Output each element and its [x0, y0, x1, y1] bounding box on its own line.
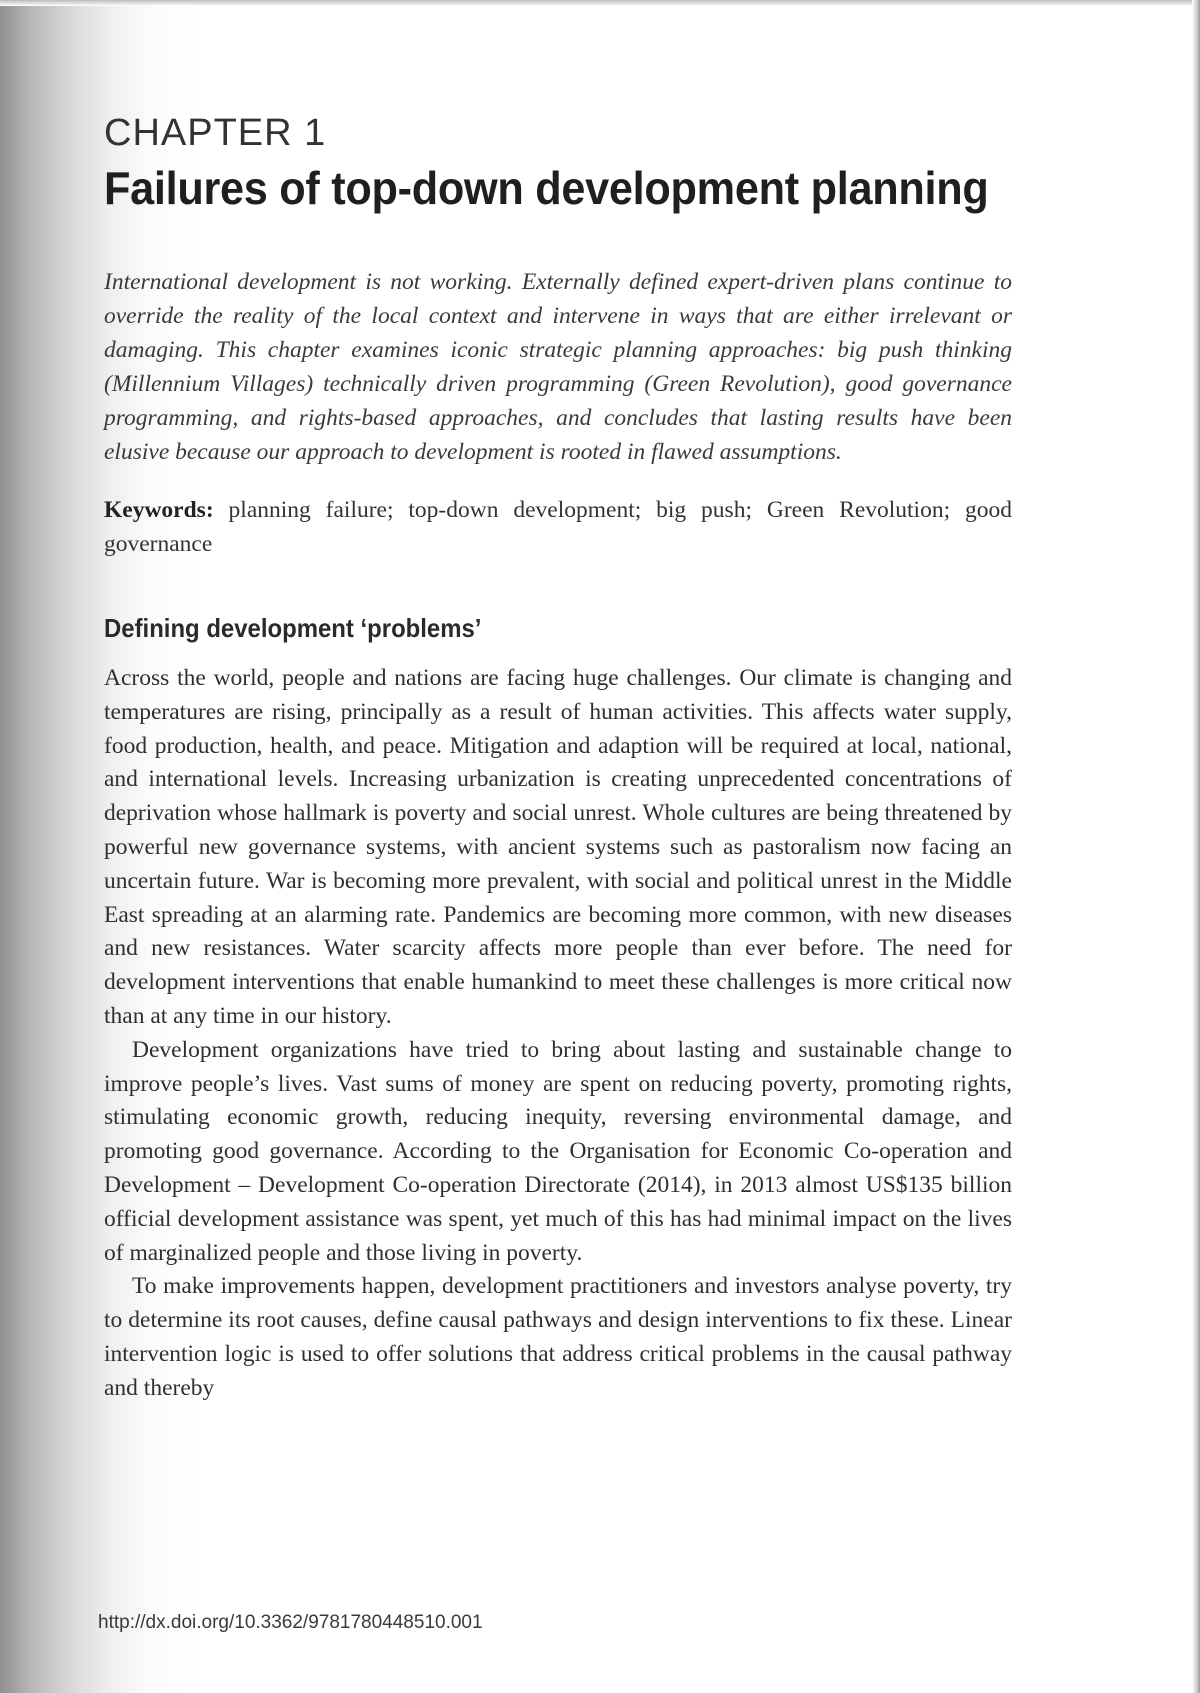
page-content: [104, 112, 1012, 1406]
body-paragraph: Across the world, people and nations are facing huge challenges. Our climate is changing and temperatures are rising, principally as a result of human activities. This affects water supply, food production, health, and peace. Mitigation and adaption will be required at local, national, and international levels. Increasing urbanization is creating unprecedented concentrations of deprivation whose hallmark is poverty and social unrest. Whole cultures are being threatened by powerful new governance systems, with ancient systems such as pastoralism now facing an uncertain future. War is becoming more prevalent, with social and political unrest in the Middle East spreading at an alarming rate. Pandemics are becoming more common, with new diseases and new resistances. Water scarcity affects more people than ever before. The need for development interventions that enable humankind to meet these challenges is more critical now than at any time in our history.: [104, 665, 1012, 1029]
keywords-label: Keywords:: [104, 497, 214, 523]
body-paragraph: To make improvements happen, development practitioners and investors analyse poverty, try to determine its root causes, define causal pathways and design interventions to fix these. Linear intervention logic is used to offer solutions that address critical problems in the causal pathway and thereby: [104, 1273, 1012, 1401]
chapter-title: Failures of top-down development planning: [104, 162, 989, 214]
page-binding-edge: [1192, 0, 1200, 1693]
doi-link[interactable]: http://dx.doi.org/10.3362/9781780448510.001: [98, 1612, 483, 1633]
body-paragraph: Development organizations have tried to bring about lasting and sustainable change to improve people’s lives. Vast sums of money are spent on reducing poverty, promoting rights, stimulating economic growth, reducing inequity, reversing environmental damage, and promoting good governance. According to the Organisation for Economic Co-operation and Development – Development Co-operation Directorate (2014), in 2013 almost US$135 billion official development assistance was spent, yet much of this has had minimal impact on the lives of marginalized people and those living in poverty.: [104, 1036, 1012, 1266]
keywords-text: planning failure; top-down development; big push; Green Revolution; good governance: [104, 497, 1012, 557]
keywords: [104, 493, 1012, 561]
chapter-label: CHAPTER 1: [104, 112, 327, 154]
page-top-edge: [0, 0, 1200, 6]
section-heading: Defining development ‘problems’: [104, 613, 482, 643]
chapter-abstract: International development is not working. Externally defined expert-driven plans continue to override the reality of the local context and intervene in ways that are either irrelevant or damaging. This chapter examines iconic strategic planning approaches: big push thinking (Millennium Villages) technically driven programming (Green Revolution), good governance programming, and rights-based approaches, and concludes that lasting results have been elusive because our approach to development is rooted in flawed assumptions.: [104, 269, 1012, 465]
